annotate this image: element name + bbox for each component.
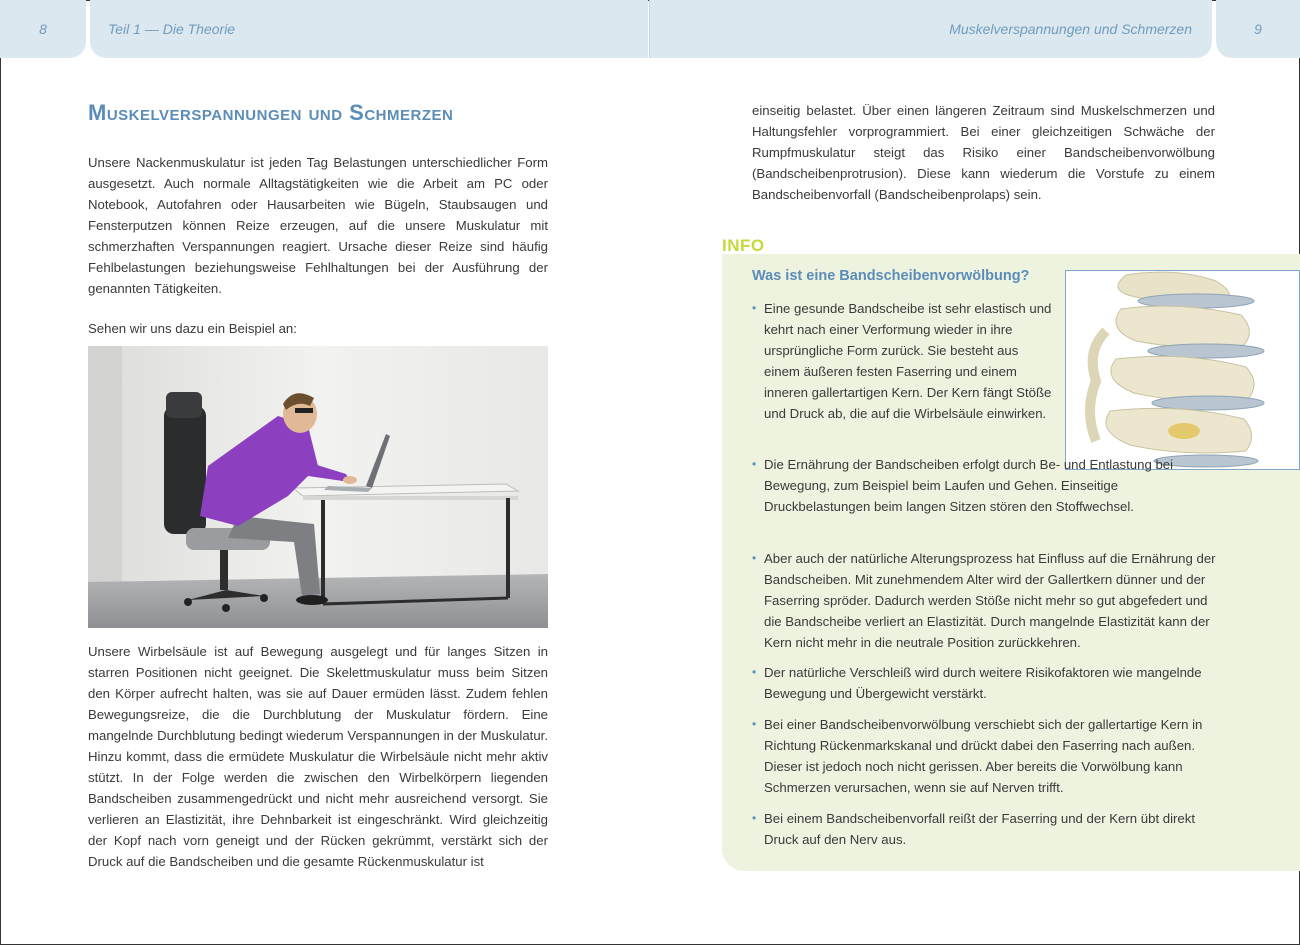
info-bullet [752,714,1222,798]
bullet-icon: • [752,811,757,825]
spine-sitting-paragraph: Unsere Wirbelsäule ist auf Bewegung ausgelegt und für langes Sitzen in starren Positionen nicht geeignet. Die Skelettmuskulatur muss beim Sitzen den Körper aufrecht halten, was sie auf Dauer ermüden lässt. Zudem fehlen Bewegungsreize, die die Durchblutung der Muskulatur fördern. Eine mangelnde Durchblutung bedingt wiederum Verspannungen in der Muskulatur. Hinzu kommt, dass die ermüdete Muskulatur die Wirbelsäule nicht mehr aktiv stützt. In der Folge werden die zwischen den Wirbelkörpern liegenden Bandscheiben zusammengedrückt und nicht mehr ausreichend versorgt. Sie verlieren an Elastizität, ihre Dehnbarkeit ist eingeschränkt. Wird gleichzeitig der Kopf nach vorn geneigt und der Rücken gekrümmt, verstärkt sich der Druck auf die Bandscheiben und die gesamte Rückenmuskulatur ist [88,644,548,869]
info-bullet-text: Bei einem Bandscheibenvorfall reißt der Faserring und der Kern übt direkt Druck auf den Nerv aus. [764,811,1196,847]
info-bullet-text: Aber auch der natürliche Alterungsprozess hat Einfluss auf die Ernährung der Bandscheiben. Mit zunehmendem Alter wird der Gallertkern dünner und der Faserring spröder. Dadurch werden Stöße nicht mehr so gut abgefedert und die Bandscheibe verliert an Elastizität. Durch mangelnde Elastizität kann der Kern nicht mehr in die neutrale Position zurückkehren. [764,551,1216,650]
info-bullet-text: Die Ernährung der Bandscheiben erfolgt durch Be- und Entlastung bei Bewegung, zum Beispiel beim Laufen und Gehen. Einseitige Druckbelastungen beim langen Sitzen stören den Stoffwechsel. [764,457,1174,514]
continuation-paragraph: einseitig belastet. Über einen längeren Zeitraum sind Muskelschmerzen und Haltungsfehler vorprogrammiert. Bei einer gleichzeitigen Schwäche der Rumpfmuskulatur steigt das Risiko einer Bandscheibenvorwölbung (Bandscheibenprotrusion). Diese kann wiederum die Vorstufe zu einem Bandscheibenvorfall (Bandscheibenprolaps) sein. [752,103,1215,202]
info-heading: Was ist eine Bandscheibenvorwölbung? [752,268,1030,284]
page-title: Muskelverspannungen und Schmerzen [88,100,454,125]
info-bullet-text: Der natürliche Verschleiß wird durch weitere Risikofaktoren wie mangelnde Bewegung und Übergewicht verstärkt. [764,665,1202,701]
bullet-icon: • [752,301,757,315]
bullet-icon: • [752,717,757,731]
intro-paragraph: Unsere Nackenmuskulatur ist jeden Tag Belastungen unterschiedlicher Form ausgesetzt. Auch normale Alltagstätigkeiten wie die Arbeit am PC oder Notebook, Autofahren oder Hausarbeiten wie Bügeln, Staubsaugen und Fensterputzen können Reize erzeugen, auf die unsere Muskulatur mit schmerzhaften Verspannungen reagiert. Ursache dieser Reize sind häufig Fehlbelastungen beziehungsweise Fehlhaltungen bei der Ausführung der genannten Tätigkeiten. [88,155,548,296]
bullet-icon: • [752,665,757,679]
example-lead-paragraph: Sehen wir uns dazu ein Beispiel an: [88,321,297,336]
spine-illustration-graphic [1066,271,1299,469]
page-number-left-text: 8 [39,21,47,37]
page-number-left [0,0,86,58]
bullet-icon: • [752,457,757,471]
page-number-right-text: 9 [1254,21,1262,37]
info-bullet [752,808,1222,850]
info-label: INFO [722,236,765,255]
info-bullet-text: Bei einer Bandscheibenvorwölbung verschiebt sich der gallertartige Kern in Richtung Rückenmarkskanal und drückt dabei den Faserring nach außen. Dieser ist jedoch noch nicht gerissen. Aber bereits die Vorwölbung kann Schmerzen verursachen, wenn sie auf Nerven trifft. [764,717,1203,795]
running-header-section [650,0,1212,58]
bullet-icon: • [752,551,757,565]
page-number-right [1216,0,1300,58]
info-bullet-text: Eine gesunde Bandscheibe ist sehr elastisch und kehrt nach einer Verformung wieder in ihre ursprüngliche Form zurück. Sie besteht aus einem äußeren festen Faserring und einem inneren gallertartigen Kern. Der Kern fängt Stöße und Druck ab, die auf die Wirbelsäule einwirken. [764,301,1052,421]
running-header-chapter [90,0,648,58]
info-bullet [752,548,1222,653]
chapter-title: Teil 1 — Die Theorie [108,21,236,37]
info-bullet [752,298,1052,424]
info-bullet [752,662,1222,704]
section-title: Muskelverspannungen und Schmerzen [949,21,1192,37]
spine-illustration [1065,270,1300,470]
office-posture-photo [88,346,548,628]
office-posture-illustration [88,346,548,628]
info-bullet [752,454,1212,517]
